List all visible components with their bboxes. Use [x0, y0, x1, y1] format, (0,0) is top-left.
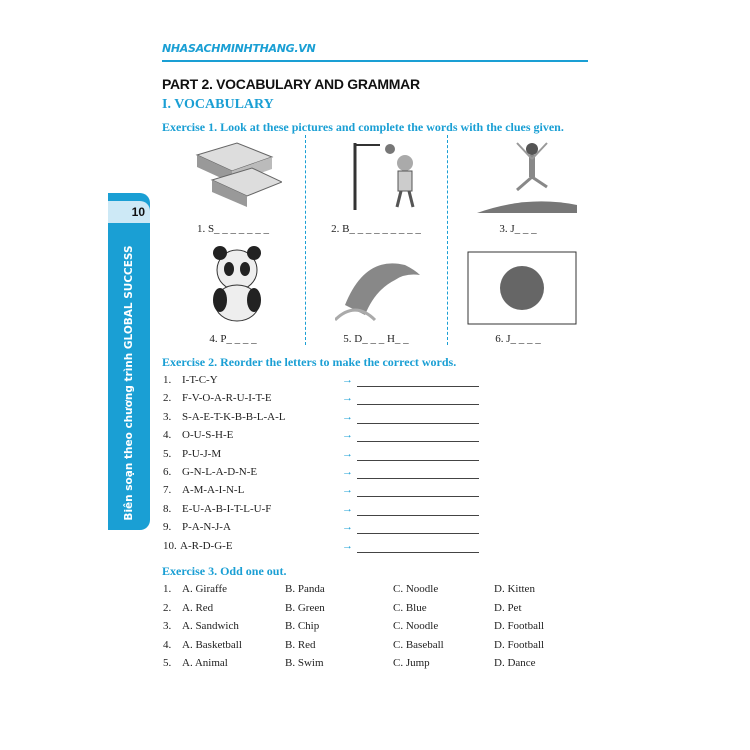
option-c[interactable]: C. Noodle	[393, 620, 439, 632]
option-b[interactable]: B. Green	[285, 601, 325, 614]
side-tab-text: Biên soạn theo chương trình GLOBAL SUCCESS	[123, 245, 135, 521]
scrambled-letters: A-M-A-I-N-L	[182, 484, 245, 497]
scrambled-letters: O-U-S-H-E	[182, 429, 234, 442]
basketball-player-icon	[335, 135, 425, 213]
exercise1-label: 4. P_ _ _ _	[209, 333, 257, 345]
arrow-icon: →	[342, 466, 353, 478]
option-a[interactable]: A. Animal	[182, 657, 228, 669]
option-b[interactable]: B. Swim	[285, 657, 324, 669]
item-number: 3.	[163, 620, 172, 632]
item-number: 5.	[163, 657, 172, 669]
item-number: 8.	[163, 502, 172, 515]
item-number: 3.	[163, 410, 172, 423]
exercise1-label: 2. B_ _ _ _ _ _ _ _ _	[331, 223, 421, 235]
exercise2-title: Exercise 2. Reorder the letters to make the correct words.	[162, 355, 457, 369]
option-a[interactable]: A. Giraffe	[182, 583, 227, 595]
item-number: 1.	[163, 583, 172, 595]
exercise1-label: 6. J_ _ _ _	[495, 333, 541, 345]
arrow-icon: →	[342, 521, 353, 534]
item-number: 4.	[163, 638, 172, 651]
item-number: 1.	[163, 374, 172, 386]
answer-blank[interactable]	[357, 533, 479, 534]
item-number: 7.	[163, 484, 172, 497]
answer-blank[interactable]	[357, 515, 479, 516]
option-a[interactable]: A. Basketball	[182, 638, 242, 651]
picture-dolphin	[305, 245, 447, 349]
page-number: 10	[108, 201, 150, 223]
answer-blank[interactable]	[357, 460, 479, 461]
answer-blank[interactable]	[357, 386, 479, 387]
option-a[interactable]: A. Sandwich	[182, 620, 239, 632]
option-d[interactable]: D. Pet	[494, 601, 522, 614]
picture-japan-flag	[447, 245, 589, 349]
arrow-icon: →	[342, 539, 353, 552]
dolphin-icon	[335, 245, 425, 323]
scrambled-letters: P-A-N-J-A	[182, 521, 231, 534]
arrow-icon: →	[342, 410, 353, 423]
scrambled-letters: A-R-D-G-E	[180, 539, 233, 552]
side-tab	[108, 193, 150, 530]
item-number: 5.	[163, 447, 172, 460]
exercise3-title: Exercise 3. Odd one out.	[162, 564, 287, 578]
picture-panda	[162, 245, 304, 349]
scrambled-letters: F-V-O-A-R-U-I-T-E	[182, 392, 272, 405]
option-b[interactable]: B. Red	[285, 638, 316, 651]
answer-blank[interactable]	[357, 423, 479, 424]
answer-blank[interactable]	[357, 478, 479, 479]
arrow-icon: →	[342, 484, 353, 497]
arrow-icon: →	[342, 502, 353, 515]
section-title: I. VOCABULARY	[162, 97, 274, 112]
scrambled-letters: I-T-C-Y	[182, 374, 218, 386]
item-number: 9.	[163, 521, 172, 534]
scrambled-letters: P-U-J-M	[182, 447, 222, 460]
arrow-icon: →	[342, 447, 353, 460]
site-header: NHASACHMINHTHANG.VN	[162, 42, 316, 55]
picture-sandwich	[162, 135, 304, 239]
arrow-icon: →	[342, 374, 353, 386]
answer-blank[interactable]	[357, 552, 479, 553]
arrow-icon: →	[342, 392, 353, 405]
item-number: 2.	[163, 392, 172, 405]
option-d[interactable]: D. Football	[494, 620, 545, 632]
picture-basketball	[305, 135, 447, 239]
header-divider	[162, 60, 588, 62]
exercise1-label: 1. S_ _ _ _ _ _ _	[196, 223, 270, 235]
option-d[interactable]: D. Football	[494, 638, 545, 651]
option-b[interactable]: B. Chip	[285, 620, 320, 632]
arrow-icon: →	[342, 429, 353, 442]
answer-blank[interactable]	[357, 404, 479, 405]
part-title: PART 2. VOCABULARY AND GRAMMAR	[162, 76, 420, 92]
option-c[interactable]: C. Blue	[393, 601, 427, 614]
exercise1-label: 3. J_ _ _	[499, 223, 537, 235]
option-c[interactable]: C. Noodle	[393, 583, 439, 595]
option-b[interactable]: B. Panda	[285, 583, 325, 595]
option-c[interactable]: C. Jump	[393, 657, 430, 669]
sandwich-icon	[192, 135, 282, 213]
option-d[interactable]: D. Kitten	[494, 583, 535, 595]
panda-icon	[192, 245, 282, 323]
exercise1-label: 5. D_ _ _ H_ _	[343, 333, 409, 345]
answer-blank[interactable]	[357, 441, 479, 442]
item-number: 4.	[163, 429, 172, 442]
scrambled-letters: G-N-L-A-D-N-E	[182, 466, 258, 478]
option-a[interactable]: A. Red	[182, 601, 214, 614]
item-number: 2.	[163, 601, 172, 614]
option-c[interactable]: C. Baseball	[393, 638, 444, 651]
option-d[interactable]: D. Dance	[494, 657, 536, 669]
answer-blank[interactable]	[357, 496, 479, 497]
exercise1-title: Exercise 1. Look at these pictures and complete the words with the clues given.	[162, 120, 564, 134]
item-number: 10.	[163, 539, 177, 552]
picture-jump	[447, 135, 589, 239]
scrambled-letters: S-A-E-T-K-B-B-L-A-L	[182, 410, 286, 423]
japan-flag-icon	[467, 251, 579, 329]
item-number: 6.	[163, 466, 172, 478]
jumping-girl-icon	[477, 135, 577, 213]
scrambled-letters: E-U-A-B-I-T-L-U-F	[182, 502, 272, 515]
